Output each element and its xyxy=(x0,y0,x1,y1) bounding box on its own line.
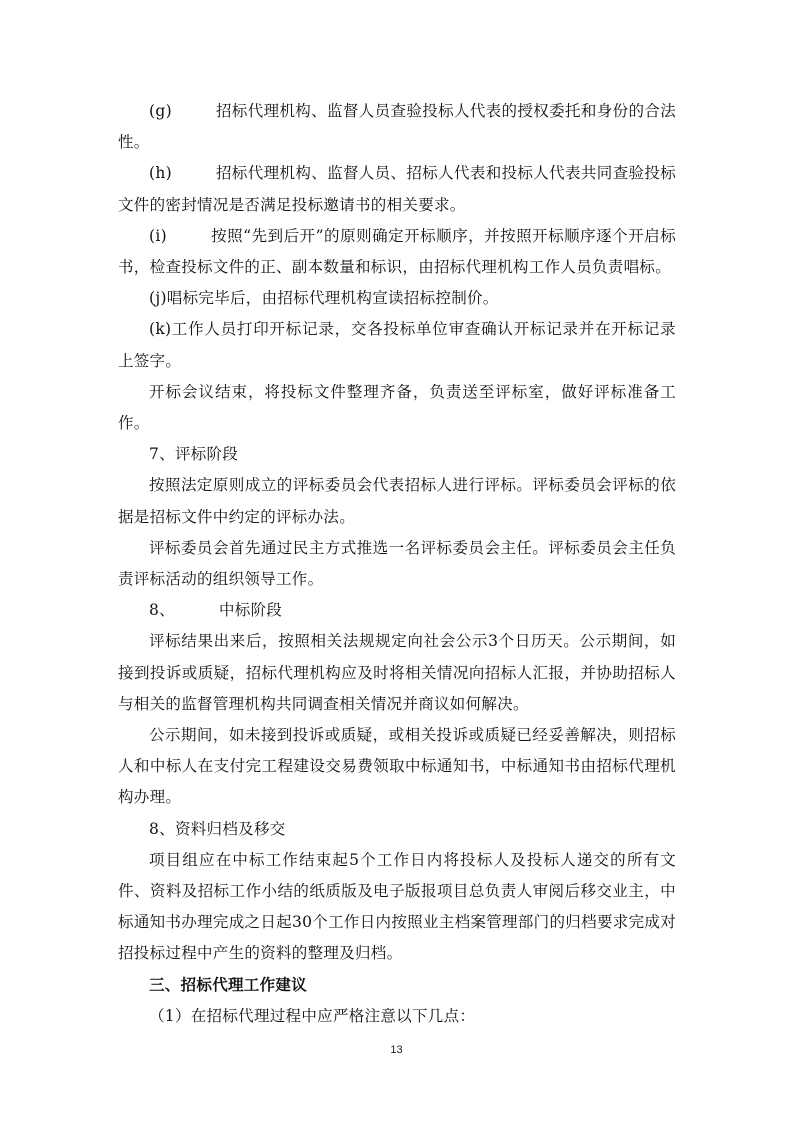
page-number: 13 xyxy=(390,1044,403,1056)
item-g-text: 招标代理机构、监督人员查验投标人代表的授权委托和身份的合法性。 xyxy=(118,102,676,152)
item-i xyxy=(118,221,676,283)
section-heading-3: 三、招标代理工作建议 xyxy=(149,975,308,994)
paragraph-evaluation-2: 评标委员会首先通过民主方式推选一名评标委员会主任。评标委员会主任负责评标活动的组织领导工作。 xyxy=(118,538,676,589)
item-h xyxy=(118,158,676,220)
heading-archive: 8、资料归档及移交 xyxy=(149,819,286,838)
heading-award xyxy=(118,595,676,626)
item-g xyxy=(118,96,676,158)
paragraph-award-2: 公示期间，如未接到投诉或质疑，或相关投诉或质疑已经妥善解决，则招标人和中标人在支付完工程建设交易费领取中标通知书，中标通知书由招标代理机构办理。 xyxy=(118,726,676,807)
item-h-label: (h) xyxy=(149,164,172,183)
item-j: (j)唱标完毕后，由招标代理机构宣读招标控制价。 xyxy=(149,289,499,308)
item-k: (k)工作人员打印开标记录，交各投标单位审查确认开标记录并在开标记录上签字。 xyxy=(118,320,676,370)
paragraph-archive: 项目组应在中标工作结束起5个工作日内将投标人及投标人递交的所有文件、资料及招标工作小结的纸质版及电子版报项目总负责人审阅后移交业主，中标通知书办理完成之日起30个工作日内按照业主档案管理部门的归档要求完成对招投标过程中产生的资料的整理及归档。 xyxy=(118,850,676,963)
item-i-label: (i) xyxy=(149,226,167,245)
paragraph-evaluation-1: 按照法定原则成立的评标委员会代表招标人进行评标。评标委员会评标的依据是招标文件中约定的评标办法。 xyxy=(118,476,676,526)
document-body xyxy=(118,96,676,1032)
heading-award-text: 中标阶段 xyxy=(218,601,283,620)
item-i-text: 按照“先到后开”的原则确定开标顺序，并按照开标顺序逐个开启标书，检查投标文件的正、副本数量和标识，由招标代理机构工作人员负责唱标。 xyxy=(118,226,676,277)
paragraph-opening-end: 开标会议结束，将投标文件整理齐备，负责送至评标室，做好评标准备工作。 xyxy=(118,382,676,433)
paragraph-award-1: 评标结果出来后，按照相关法规规定向社会公示3个日历天。公示期间，如接到投诉或质疑，招标代理机构应及时将相关情况向招标人汇报，并协助招标人与相关的监督管理机构共同调查相关情况并商议如何解决。 xyxy=(118,632,676,713)
item-h-text: 招标代理机构、监督人员、招标人代表和投标人代表共同查验投标文件的密封情况是否满足投标邀请书的相关要求。 xyxy=(118,164,676,214)
heading-evaluation: 7、评标阶段 xyxy=(149,445,239,464)
item-g-label: (g) xyxy=(149,102,172,120)
paragraph-suggestion-1: （1）在招标代理过程中应严格注意以下几点： xyxy=(149,1006,476,1025)
heading-award-number: 8、 xyxy=(149,601,175,620)
